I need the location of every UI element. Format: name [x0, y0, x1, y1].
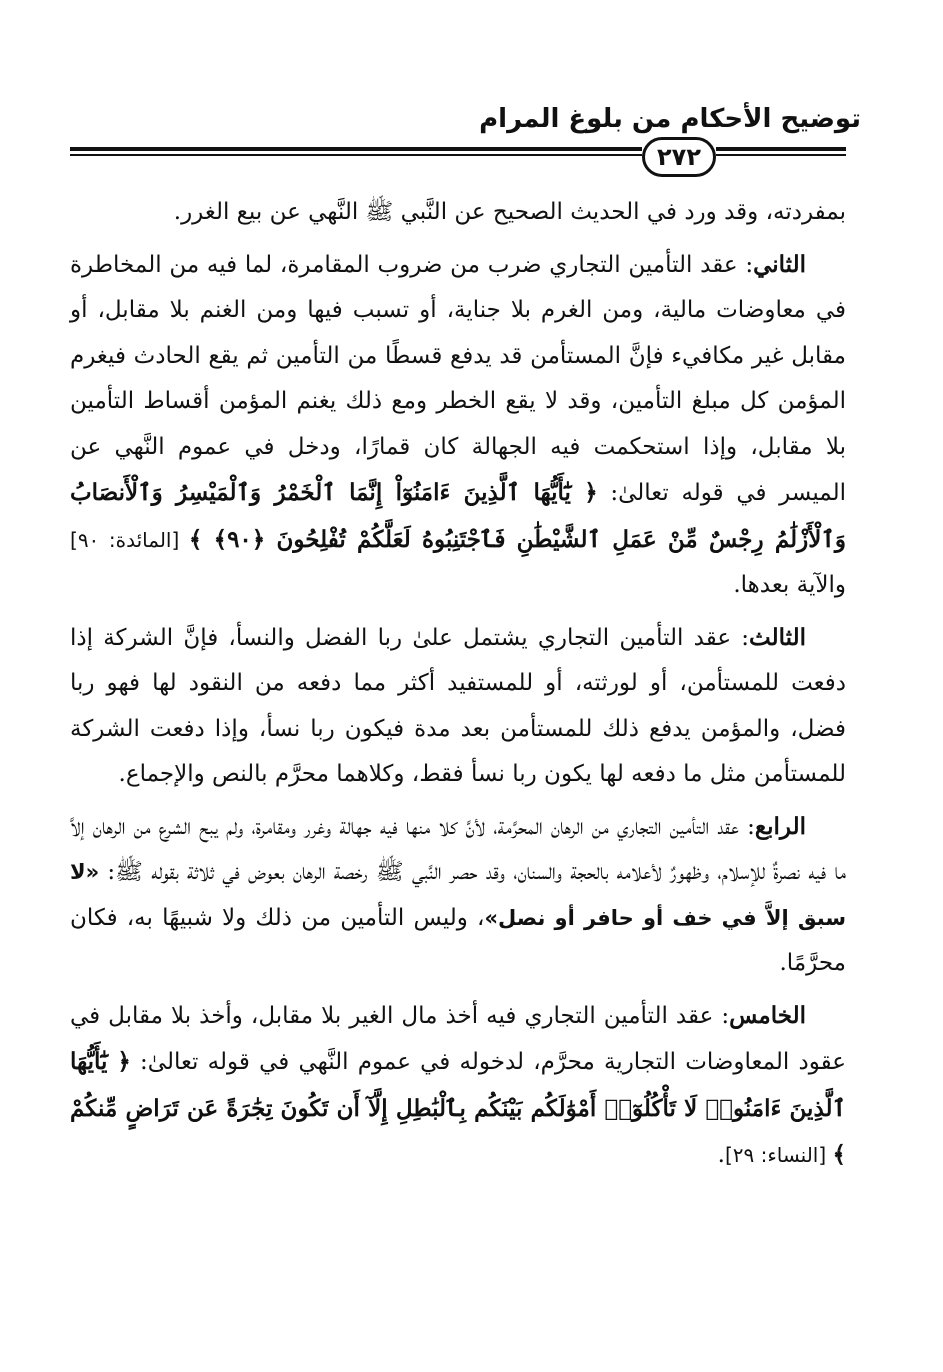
paragraph-text: : عقد التأمين التجاري يشتمل علىٰ ربا الفضل والنسأ، فإنَّ الشركة إذا دفعت للمستأمن، أو لورثته، أو للمستفيد أكثر مما دفعه من النقود لها فهو ربا فضل، والمؤمن يدفع ذلك للمستأمن بعد مدة فيكون ربا نسأ، وإذا دفعت الشركة للمستأمن مثل ما دفعه لها يكون ربا نسأ فقط، وكلاهما محرَّم بالنص والإجماع. [70, 624, 846, 787]
paragraph-second [70, 242, 846, 609]
paragraph-tail: . [717, 1142, 725, 1168]
main-text [70, 190, 846, 1185]
paragraph-tail: ، وليس التأمين من ذلك ولا شبيهًا به، فكان محرَّمًا. [70, 904, 846, 976]
paragraph-lead: الثالث [749, 623, 806, 651]
paragraph-text: : عقد التأمين التجاري من الرهان المحرَّمة، لأنَّ كلا منها فيه جهالة وغرر ومقامرة، ولم يبح الشرع من الرهان إلاَّ ما فيه نصرةٌ للإسلام، وظهورٌ لأعلامه بالحجة والسنان، وقد حصر النَّبي ﷺ رخصة الرهان بعوض في ثلاثة بقوله ﷺ: [70, 813, 846, 885]
page-number-badge: ٢٧٢ [642, 137, 716, 177]
paragraph-lead: الخامس [729, 1001, 806, 1029]
hadith-quote: «لا سبق إلاَّ في خف أو حافر أو نصل» [70, 860, 846, 930]
paragraph-lead: الثاني [753, 250, 806, 278]
paragraph-text: : عقد التأمين التجاري فيه أخذ مال الغير بلا مقابل، وأخذ بلا مقابل في عقود المعاوضات التجارية محرَّم، لدخوله في عموم النَّهي في قوله تعالىٰ: [70, 1002, 846, 1075]
paragraph-fifth [70, 993, 846, 1179]
paragraph-tail: والآية بعدها. [733, 572, 846, 598]
running-header-title: توضيح الأحكام من بلوغ المرام [479, 104, 861, 134]
paragraph-fourth [70, 804, 846, 987]
verse-reference: [النساء: ٢٩] [724, 1143, 833, 1167]
verse-reference: [المائدة: ٩٠] [70, 527, 189, 552]
paragraph-text: : عقد التأمين التجاري ضرب من ضروب المقامرة، لما فيه من المخاطرة في معاوضات مالية، ومن الغرم بلا جناية، أو تسبب فيها ومن الغنم بلا مقابل، أو مقابل غير مكافيء فإنَّ المستأمن قد يدفع قسطًا من التأمين ثم يقع الحادث فيغرم المؤمن كل مبلغ التأمين، وقد لا يقع الخطر ومع ذلك يغنم المؤمن أقساط التأمين بلا مقابل، وإذا استحكمت فيه الجهالة كان قمارًا، ودخل في عموم النَّهي عن الميسر في قوله تعالىٰ: [70, 251, 847, 506]
quran-verse: ﴿ يَٰٓأَيُّهَا ٱلَّذِينَ ءَامَنُوٓاْ إِنَّمَا ٱلْخَمْرُ وَٱلْمَيْسِرُ وَٱلْأَنصَابُ وَٱلْأَزْلَٰمُ رِجْسٌ مِّنْ عَمَلِ ٱلشَّيْطَٰنِ فَٱجْتَنِبُوهُ لَعَلَّكُمْ تُفْلِحُونَ ﴿٩٠﴾ ﴾ [70, 479, 846, 553]
quran-verse: ﴿ يَٰٓأَيُّهَا ٱلَّذِينَ ءَامَنُوا۟ لَا تَأْكُلُوٓا۟ أَمْوَٰلَكُم بَيْنَكُم بِٱلْبَٰطِلِ إِلَّآ أَن تَكُونَ تِجَٰرَةً عَن تَرَاضٍ مِّنكُمْ ﴾ [70, 1048, 846, 1168]
paragraph-third [70, 615, 846, 798]
paragraph-lead: الرابع [754, 812, 806, 840]
paragraph-text: بمفردته، وقد ورد في الحديث الصحيح عن النَّبي ﷺ النَّهي عن بيع الغرر. [173, 199, 846, 225]
paragraph-intro [70, 190, 846, 236]
